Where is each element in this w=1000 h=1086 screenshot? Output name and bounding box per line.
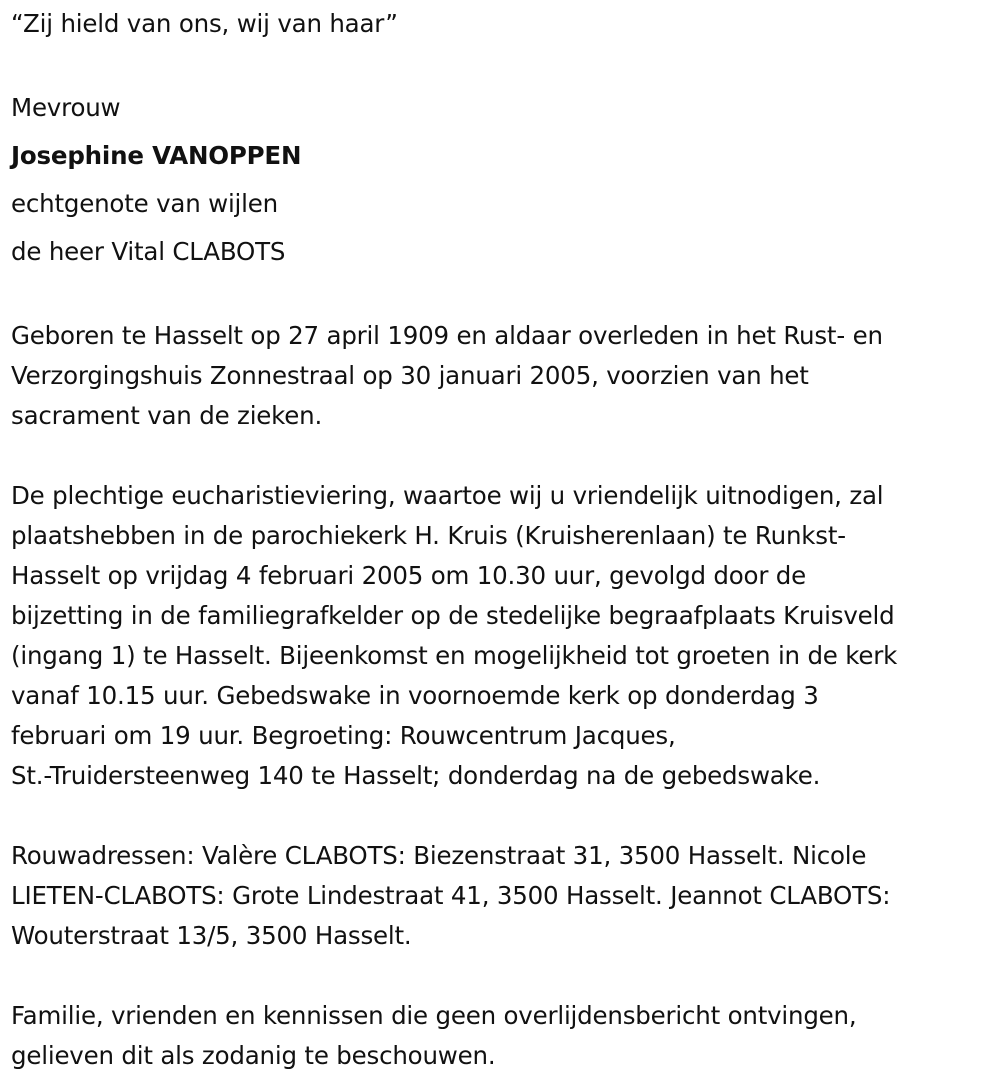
text-line: (ingang 1) te Hasselt. Bijeenkomst en mogelijkheid tot groeten in de kerk [11, 641, 898, 670]
text-line: Verzorgingshuis Zonnestraal op 30 januari 2005, voorzien van het [11, 361, 809, 390]
spacer [11, 796, 1000, 836]
spacer [11, 436, 1000, 476]
text-line: vanaf 10.15 uur. Gebedswake in voornoemde kerk op donderdag 3 [11, 681, 819, 710]
text-line: St.-Truidersteenweg 140 te Hasselt; donderdag na de gebedswake. [11, 761, 821, 790]
spacer [11, 956, 1000, 996]
paragraph-mourning-addresses [11, 836, 1000, 956]
paragraph-birth-death [11, 316, 1000, 436]
text-line: Familie, vrienden en kennissen die geen overlijdensbericht ontvingen, [11, 1001, 857, 1030]
spacer [11, 44, 1000, 84]
text-line: februari om 19 uur. Begroeting: Rouwcentrum Jacques, [11, 721, 676, 750]
text-line: Geboren te Hasselt op 27 april 1909 en aldaar overleden in het Rust- en [11, 321, 883, 350]
text-line: LIETEN-CLABOTS: Grote Lindestraat 41, 3500 Hasselt. Jeannot CLABOTS: [11, 881, 891, 910]
text-line: gelieven dit als zodanig te beschouwen. [11, 1041, 496, 1070]
title-prefix: Mevrouw [11, 93, 121, 122]
relation-line-2: de heer Vital CLABOTS [11, 237, 286, 266]
paragraph-ceremony [11, 476, 1000, 796]
text-line: Wouterstraat 13/5, 3500 Hasselt. [11, 921, 412, 950]
relation-line-1: echtgenote van wijlen [11, 189, 278, 218]
text-line: sacrament van de zieken. [11, 401, 323, 430]
paragraph-notice [11, 996, 1000, 1076]
spacer [11, 276, 1000, 316]
deceased-header [11, 84, 1000, 276]
text-line: De plechtige eucharistieviering, waartoe wij u vriendelijk uitnodigen, zal [11, 481, 884, 510]
text-line: Rouwadressen: Valère CLABOTS: Biezenstraat 31, 3500 Hasselt. Nicole [11, 841, 867, 870]
text-line: bijzetting in de familiegrafkelder op de stedelijke begraafplaats Kruisveld [11, 601, 895, 630]
text-line: Hasselt op vrijdag 4 februari 2005 om 10.30 uur, gevolgd door de [11, 561, 807, 590]
text-line: plaatshebben in de parochiekerk H. Kruis (Kruisherenlaan) te Runkst- [11, 521, 846, 550]
quote: “Zij hield van ons, wij van haar” [11, 9, 398, 38]
deceased-name: Josephine VANOPPEN [11, 141, 302, 170]
